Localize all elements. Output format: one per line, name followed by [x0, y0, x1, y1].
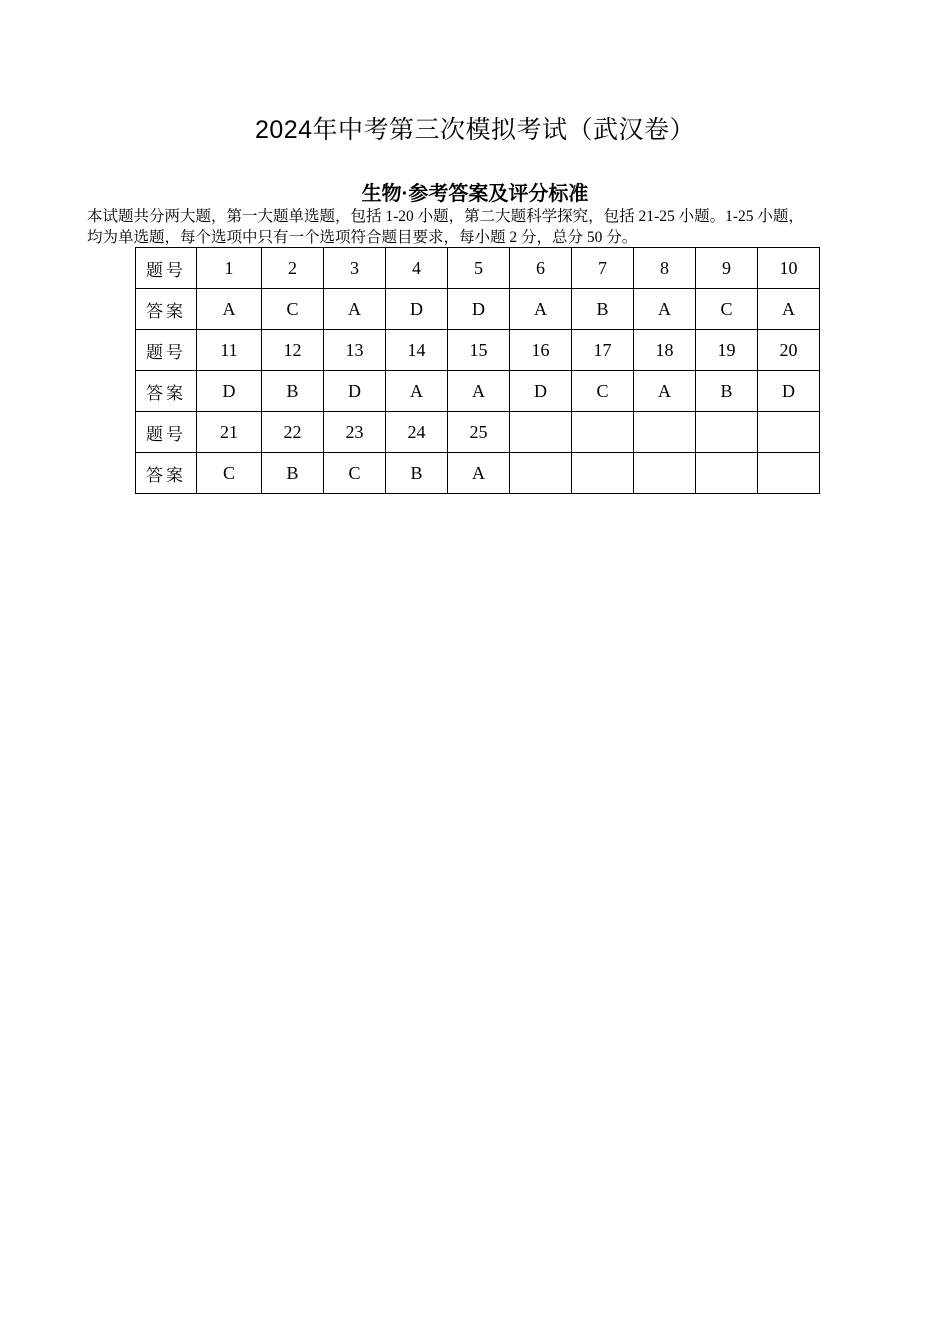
question-number-row: [136, 248, 820, 289]
question-number-cell: 12: [262, 330, 324, 371]
question-number-cell: 7: [572, 248, 634, 289]
answer-cell: A: [386, 371, 448, 412]
answer-cell: A: [448, 453, 510, 494]
question-number-cell: 6: [510, 248, 572, 289]
question-number-cell: 9: [696, 248, 758, 289]
question-number-cell: 18: [634, 330, 696, 371]
answer-cell: B: [386, 453, 448, 494]
answer-cell: B: [262, 371, 324, 412]
answer-cell: C: [262, 289, 324, 330]
answer-cell: A: [634, 371, 696, 412]
page-subtitle: 生物·参考答案及评分标准: [361, 183, 589, 205]
question-number-cell: 14: [386, 330, 448, 371]
answer-cell: [696, 453, 758, 494]
question-number-cell: 10: [758, 248, 820, 289]
answer-cell: A: [634, 289, 696, 330]
answer-cell: D: [758, 371, 820, 412]
row-label: 题号: [136, 330, 197, 371]
answer-table-body: [136, 248, 820, 494]
answer-table: [135, 247, 820, 494]
answer-row: [136, 453, 820, 494]
answer-cell: [758, 453, 820, 494]
answer-cell: B: [262, 453, 324, 494]
question-number-cell: 2: [262, 248, 324, 289]
question-number-cell: 20: [758, 330, 820, 371]
answer-cell: B: [572, 289, 634, 330]
question-number-cell: [634, 412, 696, 453]
answer-row: [136, 289, 820, 330]
question-number-cell: [758, 412, 820, 453]
question-number-cell: 3: [324, 248, 386, 289]
question-number-cell: [572, 412, 634, 453]
question-number-cell: 23: [324, 412, 386, 453]
question-number-cell: 5: [448, 248, 510, 289]
answer-cell: D: [324, 371, 386, 412]
answer-cell: D: [510, 371, 572, 412]
question-number-cell: 4: [386, 248, 448, 289]
question-number-cell: 11: [197, 330, 262, 371]
question-number-row: [136, 330, 820, 371]
question-number-cell: 1: [197, 248, 262, 289]
answer-cell: A: [758, 289, 820, 330]
answer-cell: [572, 453, 634, 494]
question-number-cell: [510, 412, 572, 453]
answer-cell: B: [696, 371, 758, 412]
question-number-cell: 25: [448, 412, 510, 453]
question-number-cell: 24: [386, 412, 448, 453]
answer-cell: A: [197, 289, 262, 330]
row-label: 答案: [136, 453, 197, 494]
question-number-cell: 13: [324, 330, 386, 371]
answer-cell: D: [448, 289, 510, 330]
row-label: 答案: [136, 371, 197, 412]
intro-paragraph: [87, 206, 867, 248]
answer-cell: [510, 453, 572, 494]
answer-cell: A: [324, 289, 386, 330]
row-label: 答案: [136, 289, 197, 330]
answer-cell: A: [510, 289, 572, 330]
answer-cell: D: [197, 371, 262, 412]
question-number-cell: 22: [262, 412, 324, 453]
question-number-cell: [696, 412, 758, 453]
answer-cell: C: [696, 289, 758, 330]
answer-row: [136, 371, 820, 412]
question-number-cell: 21: [197, 412, 262, 453]
intro-line: 本试题共分两大题，第一大题单选题，包括 1-20 小题，第二大题科学探究，包括 21-25 小题。1-25 小题，: [87, 208, 804, 225]
question-number-cell: 17: [572, 330, 634, 371]
row-label: 题号: [136, 248, 197, 289]
answer-cell: C: [324, 453, 386, 494]
answer-cell: C: [572, 371, 634, 412]
answer-cell: [634, 453, 696, 494]
question-number-cell: 15: [448, 330, 510, 371]
answer-cell: A: [448, 371, 510, 412]
row-label: 题号: [136, 412, 197, 453]
answer-cell: C: [197, 453, 262, 494]
answer-cell: D: [386, 289, 448, 330]
question-number-cell: 19: [696, 330, 758, 371]
question-number-cell: 8: [634, 248, 696, 289]
intro-line: 均为单选题，每个选项中只有一个选项符合题目要求，每小题 2 分，总分 50 分。: [87, 229, 638, 246]
question-number-row: [136, 412, 820, 453]
question-number-cell: 16: [510, 330, 572, 371]
page-title: 2024年中考第三次模拟考试（武汉卷）: [254, 116, 696, 144]
